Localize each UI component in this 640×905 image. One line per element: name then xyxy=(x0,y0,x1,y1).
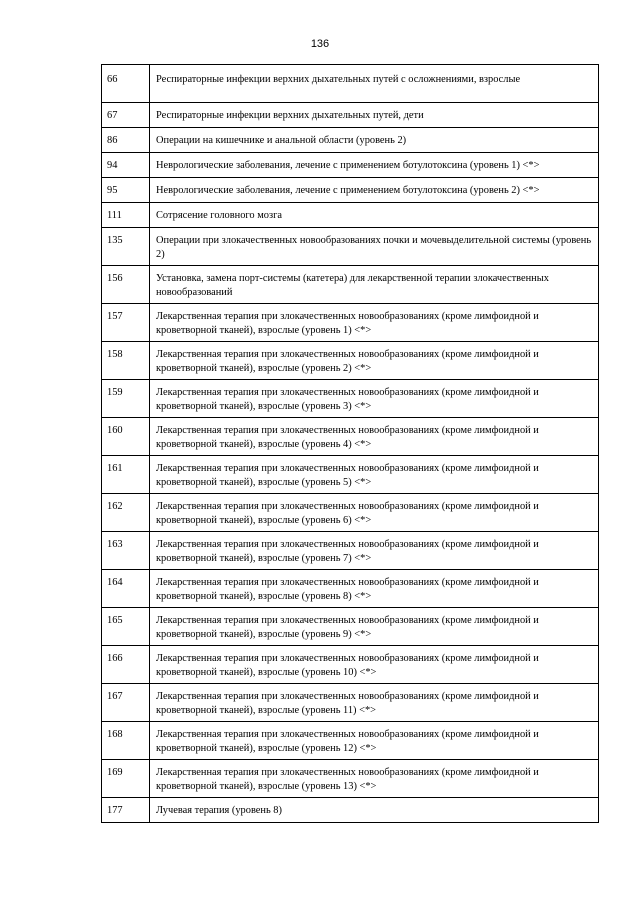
row-description: Лекарственная терапия при злокачественных новообразованиях (кроме лимфоидной и кроветворной тканей), взрослые (уровень 13) <*> xyxy=(150,760,599,798)
row-code: 160 xyxy=(102,418,150,456)
row-code: 67 xyxy=(102,103,150,128)
table-row xyxy=(102,266,599,304)
row-code: 111 xyxy=(102,203,150,228)
row-code: 163 xyxy=(102,532,150,570)
table-row xyxy=(102,684,599,722)
row-code: 161 xyxy=(102,456,150,494)
row-description: Лекарственная терапия при злокачественных новообразованиях (кроме лимфоидной и кроветворной тканей), взрослые (уровень 11) <*> xyxy=(150,684,599,722)
row-code: 156 xyxy=(102,266,150,304)
row-code: 165 xyxy=(102,608,150,646)
row-code: 94 xyxy=(102,153,150,178)
row-description: Лекарственная терапия при злокачественных новообразованиях (кроме лимфоидной и кроветворной тканей), взрослые (уровень 12) <*> xyxy=(150,722,599,760)
csg-table xyxy=(101,64,599,823)
row-code: 167 xyxy=(102,684,150,722)
table-row xyxy=(102,532,599,570)
row-code: 177 xyxy=(102,798,150,823)
row-description: Сотрясение головного мозга xyxy=(150,203,599,228)
table-row xyxy=(102,608,599,646)
row-code: 157 xyxy=(102,304,150,342)
table-row xyxy=(102,760,599,798)
row-description: Неврологические заболевания, лечение с применением ботулотоксина (уровень 1) <*> xyxy=(150,153,599,178)
table-row xyxy=(102,722,599,760)
table-row xyxy=(102,203,599,228)
row-code: 95 xyxy=(102,178,150,203)
row-description: Лекарственная терапия при злокачественных новообразованиях (кроме лимфоидной и кроветворной тканей), взрослые (уровень 8) <*> xyxy=(150,570,599,608)
table-row xyxy=(102,228,599,266)
row-description: Лекарственная терапия при злокачественных новообразованиях (кроме лимфоидной и кроветворной тканей), взрослые (уровень 7) <*> xyxy=(150,532,599,570)
row-description: Лучевая терапия (уровень 8) xyxy=(150,798,599,823)
table-row xyxy=(102,178,599,203)
row-description: Операции при злокачественных новообразованиях почки и мочевыделительной системы (уровень 2) xyxy=(150,228,599,266)
row-code: 135 xyxy=(102,228,150,266)
row-description: Операции на кишечнике и анальной области (уровень 2) xyxy=(150,128,599,153)
row-description: Респираторные инфекции верхних дыхательных путей с осложнениями, взрослые xyxy=(150,65,599,103)
row-code: 159 xyxy=(102,380,150,418)
row-code: 86 xyxy=(102,128,150,153)
table-row xyxy=(102,65,599,103)
row-description: Лекарственная терапия при злокачественных новообразованиях (кроме лимфоидной и кроветворной тканей), взрослые (уровень 3) <*> xyxy=(150,380,599,418)
row-description: Лекарственная терапия при злокачественных новообразованиях (кроме лимфоидной и кроветворной тканей), взрослые (уровень 10) <*> xyxy=(150,646,599,684)
row-description: Лекарственная терапия при злокачественных новообразованиях (кроме лимфоидной и кроветворной тканей), взрослые (уровень 2) <*> xyxy=(150,342,599,380)
table-row xyxy=(102,304,599,342)
table-row xyxy=(102,798,599,823)
row-description: Установка, замена порт-системы (катетера) для лекарственной терапии злокачественных новообразований xyxy=(150,266,599,304)
table-row xyxy=(102,153,599,178)
table-row xyxy=(102,494,599,532)
row-code: 166 xyxy=(102,646,150,684)
table-row xyxy=(102,646,599,684)
row-code: 158 xyxy=(102,342,150,380)
row-description: Лекарственная терапия при злокачественных новообразованиях (кроме лимфоидной и кроветворной тканей), взрослые (уровень 1) <*> xyxy=(150,304,599,342)
row-code: 66 xyxy=(102,65,150,103)
table-row xyxy=(102,342,599,380)
row-description: Респираторные инфекции верхних дыхательных путей, дети xyxy=(150,103,599,128)
table-row xyxy=(102,456,599,494)
row-description: Лекарственная терапия при злокачественных новообразованиях (кроме лимфоидной и кроветворной тканей), взрослые (уровень 9) <*> xyxy=(150,608,599,646)
table-row xyxy=(102,418,599,456)
row-description: Лекарственная терапия при злокачественных новообразованиях (кроме лимфоидной и кроветворной тканей), взрослые (уровень 4) <*> xyxy=(150,418,599,456)
row-code: 168 xyxy=(102,722,150,760)
table-row xyxy=(102,570,599,608)
row-code: 164 xyxy=(102,570,150,608)
row-description: Лекарственная терапия при злокачественных новообразованиях (кроме лимфоидной и кроветворной тканей), взрослые (уровень 5) <*> xyxy=(150,456,599,494)
table-row xyxy=(102,103,599,128)
row-code: 162 xyxy=(102,494,150,532)
table-row xyxy=(102,380,599,418)
row-description: Лекарственная терапия при злокачественных новообразованиях (кроме лимфоидной и кроветворной тканей), взрослые (уровень 6) <*> xyxy=(150,494,599,532)
row-code: 169 xyxy=(102,760,150,798)
table-row xyxy=(102,128,599,153)
page-number: 136 xyxy=(310,38,330,50)
row-description: Неврологические заболевания, лечение с применением ботулотоксина (уровень 2) <*> xyxy=(150,178,599,203)
